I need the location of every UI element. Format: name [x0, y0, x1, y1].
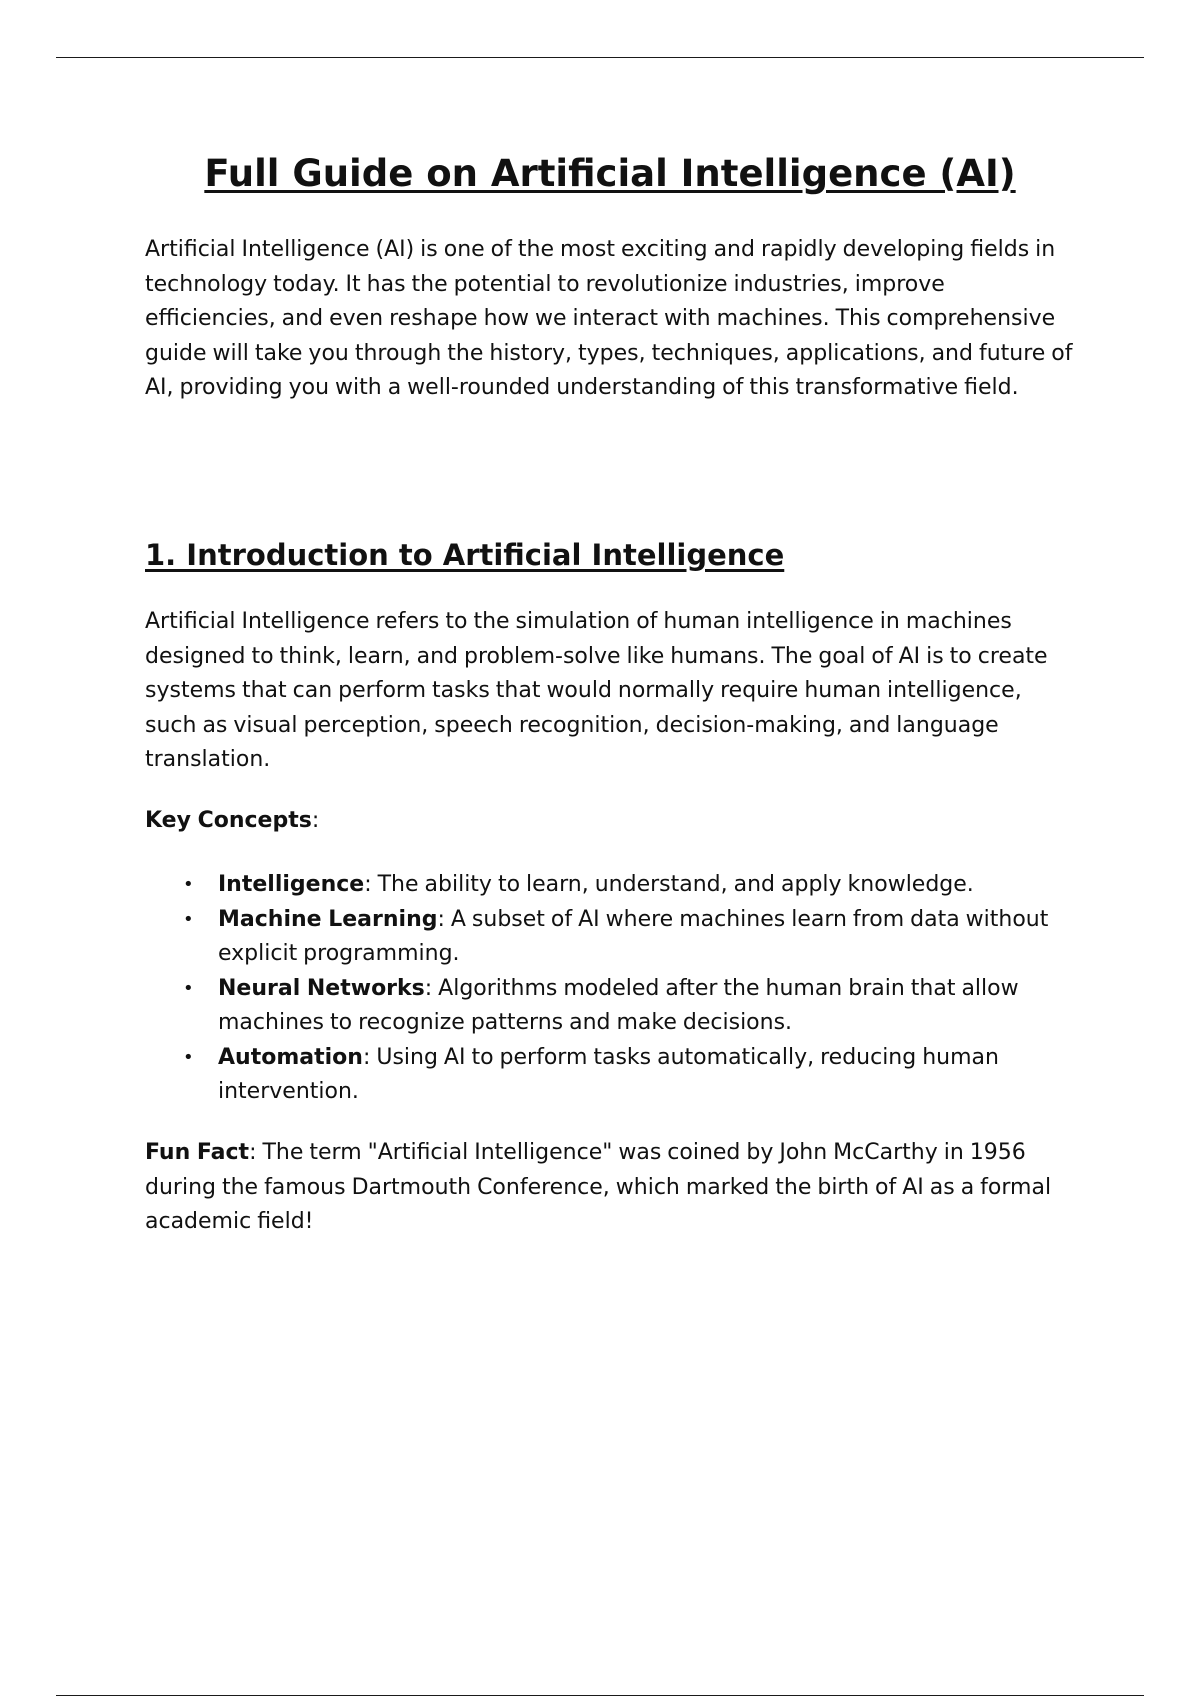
list-item — [145, 1041, 1075, 1110]
concept-definition: : Algorithms modeled after the human brain that allow machines to recognize patterns and make decisions. — [218, 975, 1019, 1035]
concept-term: Neural Networks — [218, 975, 425, 1001]
bullet-icon: • — [183, 874, 194, 895]
list-item — [145, 972, 1075, 1041]
concept-term: Automation — [218, 1044, 363, 1070]
bullet-icon: • — [183, 977, 194, 999]
key-concepts-label — [145, 804, 1075, 839]
key-concepts-colon: : — [311, 808, 320, 833]
key-concepts-list — [145, 868, 1075, 1110]
bottom-rule — [56, 1695, 1144, 1696]
concept-definition: : A subset of AI where machines learn from data without explicit programming. — [218, 906, 1049, 966]
list-item — [145, 903, 1075, 972]
top-rule — [56, 57, 1144, 58]
concept-definition: : The ability to learn, understand, and apply knowledge. — [364, 872, 974, 897]
fun-fact-paragraph — [145, 1136, 1075, 1240]
bullet-icon: • — [183, 1046, 194, 1068]
concept-term: Machine Learning — [218, 906, 438, 932]
list-item — [145, 868, 1075, 903]
key-concepts-label-text: Key Concepts — [145, 808, 312, 833]
fun-fact-text: : The term "Artificial Intelligence" was coined by John McCarthy in 1956 during the famous Dartmouth Conference, which marked the birth of AI as a formal academic field! — [145, 1140, 1052, 1234]
document-title: Full Guide on Artificial Intelligence (AI) — [204, 152, 1016, 195]
concept-term: Intelligence — [218, 872, 365, 897]
bullet-icon: • — [183, 908, 194, 930]
intro-paragraph: Artificial Intelligence (AI) is one of the most exciting and rapidly developing fields in technology today. It has the potential to revolutionize industries, improve efficiencies, and even reshape how we interact with machines. This comprehensive guide will take you through the history, types, techniques, applications, and future of AI, providing you with a well-rounded understanding of this transformative field. — [145, 237, 1073, 400]
fun-fact-label: Fun Fact — [145, 1140, 250, 1165]
section-paragraph: Artificial Intelligence refers to the simulation of human intelligence in machines designed to think, learn, and problem-solve like humans. The goal of AI is to create systems that can perform tasks that would normally require human intelligence, such as visual perception, speech recognition, decision-making, and language translation. — [145, 609, 1048, 772]
concept-definition: : Using AI to perform tasks automatically, reducing human intervention. — [218, 1044, 999, 1104]
section-heading-introduction: 1. Introduction to Artificial Intelligence — [145, 538, 785, 572]
